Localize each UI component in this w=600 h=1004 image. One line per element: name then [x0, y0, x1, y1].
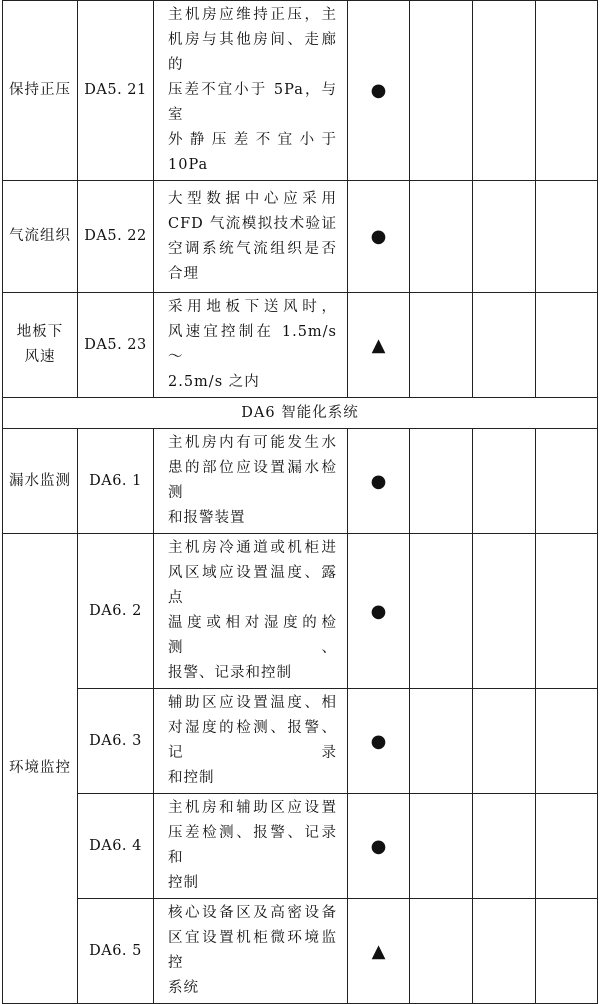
category-cell: 漏水监测: [3, 429, 78, 534]
level-mark: ●: [348, 429, 410, 534]
category-cell: 保持正压: [3, 1, 78, 181]
table-row: [3, 293, 598, 398]
requirement-cell: 辅助区应设置温度、相 对湿度的检测、报警、记录 和控制: [154, 689, 348, 794]
empty-cell: [410, 293, 473, 398]
empty-cell: [473, 794, 536, 899]
code-cell: DA6. 3: [78, 689, 154, 794]
requirement-cell: 主机房和辅助区应设置 压差检测、报警、记录和 控制: [154, 794, 348, 899]
table-row: [3, 1, 598, 181]
empty-cell: [473, 1, 536, 181]
empty-cell: [473, 293, 536, 398]
empty-cell: [536, 293, 598, 398]
spec-table: [2, 0, 598, 1004]
code-cell: DA5. 21: [78, 1, 154, 181]
code-cell: DA6. 2: [78, 534, 154, 689]
requirement-cell: 大型数据中心应采用 CFD 气流模拟技术验证 空调系统气流组织是否 合理: [154, 181, 348, 293]
level-mark: ▲: [348, 899, 410, 1004]
code-cell: DA5. 22: [78, 181, 154, 293]
requirement-cell: 主机房应维持正压，主 机房与其他房间、走廊的 压差不宜小于 5Pa，与室 外静压差不宜小于 10Pa: [154, 1, 348, 181]
empty-cell: [410, 899, 473, 1004]
code-cell: DA6. 1: [78, 429, 154, 534]
requirement-cell: 主机房冷通道或机柜进 风区域应设置温度、露点 温度或相对湿度的检测、 报警、记录和控制: [154, 534, 348, 689]
level-mark: ▲: [348, 293, 410, 398]
empty-cell: [410, 534, 473, 689]
empty-cell: [536, 429, 598, 534]
table-row: [3, 689, 598, 794]
empty-cell: [536, 534, 598, 689]
empty-cell: [410, 181, 473, 293]
code-cell: DA6. 4: [78, 794, 154, 899]
empty-cell: [473, 429, 536, 534]
empty-cell: [536, 794, 598, 899]
level-mark: ●: [348, 1, 410, 181]
empty-cell: [410, 689, 473, 794]
table-row: [3, 794, 598, 899]
empty-cell: [473, 181, 536, 293]
section-heading: DA6 智能化系统: [3, 398, 598, 429]
empty-cell: [410, 429, 473, 534]
level-mark: ●: [348, 794, 410, 899]
code-cell: DA5. 23: [78, 293, 154, 398]
empty-cell: [473, 689, 536, 794]
table-row: [3, 899, 598, 1004]
requirement-cell: 核心设备区及高密设备 区宜设置机柜微环境监控 系统: [154, 899, 348, 1004]
empty-cell: [410, 794, 473, 899]
table-row: [3, 534, 598, 689]
empty-cell: [473, 899, 536, 1004]
empty-cell: [536, 899, 598, 1004]
category-cell: 气流组织: [3, 181, 78, 293]
table-row: [3, 181, 598, 293]
empty-cell: [473, 534, 536, 689]
level-mark: ●: [348, 534, 410, 689]
category-cell: 环境监控: [3, 534, 78, 1004]
requirement-cell: 主机房内有可能发生水 患的部位应设置漏水检测 和报警装置: [154, 429, 348, 534]
table-row: [3, 429, 598, 534]
code-cell: DA6. 5: [78, 899, 154, 1004]
category-cell: 地板下 风速: [3, 293, 78, 398]
level-mark: ●: [348, 689, 410, 794]
empty-cell: [410, 1, 473, 181]
level-mark: ●: [348, 181, 410, 293]
section-row: [3, 398, 598, 429]
empty-cell: [536, 689, 598, 794]
empty-cell: [536, 1, 598, 181]
empty-cell: [536, 181, 598, 293]
requirement-cell: 采用地板下送风时， 风速宜控制在 1.5m/s ～ 2.5m/s 之内: [154, 293, 348, 398]
